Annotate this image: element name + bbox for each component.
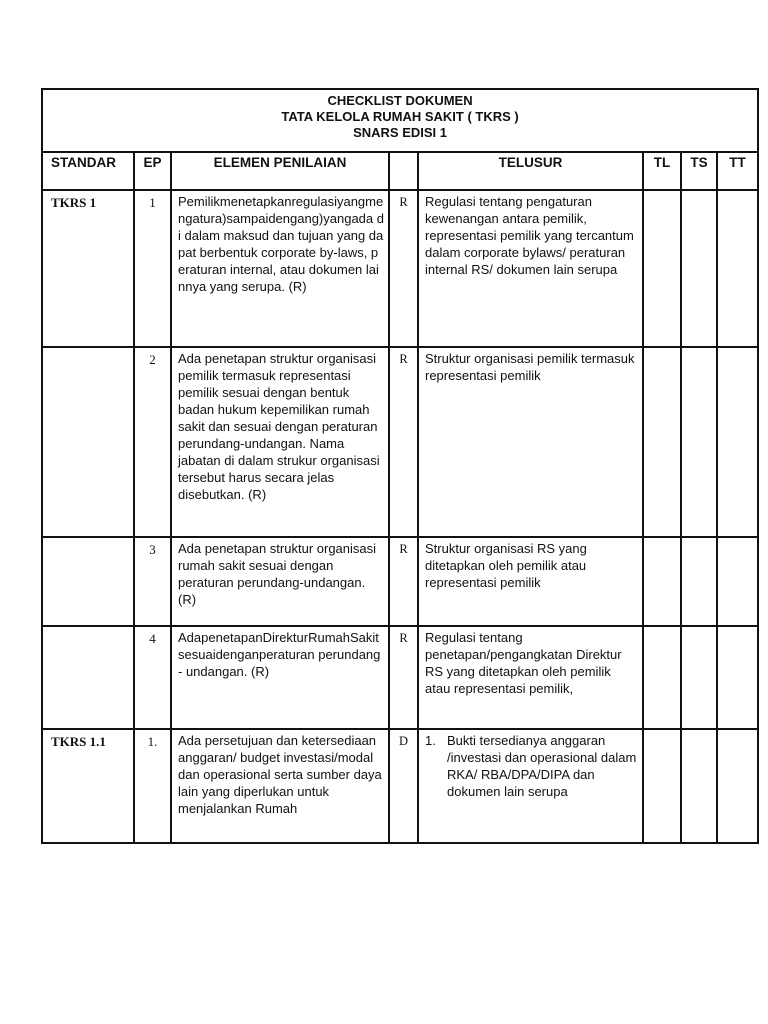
tt-checkbox-cell[interactable] bbox=[717, 190, 758, 347]
table-row bbox=[42, 626, 758, 729]
telusur-cell: Regulasi tentang penetapan/pengangkatan Direktur RS yang ditetapkan oleh pemilik atau representasi pemilik, bbox=[418, 626, 643, 729]
table-row bbox=[42, 729, 758, 843]
telusur-item-number: 1. bbox=[425, 733, 436, 748]
standar-cell bbox=[42, 626, 134, 729]
document-title bbox=[42, 89, 758, 152]
elemen-cell: Ada penetapan struktur organisasi pemilik termasuk representasi pemilik sesuai dengan bentuk badan hukum kepemilikan rumah sakit dan sesuai dengan peraturan perundang-undangan. Nama jabatan di dalam strukur organisasi tersebut harus secara jelas disebutkan. (R) bbox=[171, 347, 389, 537]
table-row bbox=[42, 347, 758, 537]
title-line-1: CHECKLIST DOKUMEN bbox=[327, 93, 473, 108]
telusur-cell bbox=[418, 729, 643, 843]
standar-cell bbox=[42, 347, 134, 537]
header-row bbox=[42, 152, 758, 190]
title-line-3: SNARS EDISI 1 bbox=[353, 125, 447, 140]
tt-checkbox-cell[interactable] bbox=[717, 729, 758, 843]
tl-checkbox-cell[interactable] bbox=[643, 537, 681, 626]
elemen-cell: Pemilikmenetapkanregulasiyangmengatura)sampaidengang)yangada di dalam maksud dan tujuan yang dapat berbentuk corporate by-laws, peraturan internal, atau dokumen lainnya yang serupa. (R) bbox=[171, 190, 389, 347]
ts-checkbox-cell[interactable] bbox=[681, 347, 717, 537]
ts-checkbox-cell[interactable] bbox=[681, 729, 717, 843]
tt-checkbox-cell[interactable] bbox=[717, 537, 758, 626]
elemen-cell: Ada persetujuan dan ketersediaan anggaran/ budget investasi/modal dan operasional serta sumber daya lain yang diperlukan untuk menjalankan Rumah bbox=[171, 729, 389, 843]
column-header-standar: STANDAR bbox=[42, 152, 134, 190]
standar-cell bbox=[42, 537, 134, 626]
ep-cell: 4 bbox=[134, 626, 171, 729]
ts-checkbox-cell[interactable] bbox=[681, 626, 717, 729]
column-header-telusur: TELUSUR bbox=[418, 152, 643, 190]
table-row bbox=[42, 190, 758, 347]
column-header-tl: TL bbox=[643, 152, 681, 190]
code-cell: R bbox=[389, 626, 418, 729]
standar-cell: TKRS 1.1 bbox=[42, 729, 134, 843]
table-row bbox=[42, 537, 758, 626]
column-header-ep: EP bbox=[134, 152, 171, 190]
code-cell: R bbox=[389, 537, 418, 626]
telusur-cell: Regulasi tentang pengaturan kewenangan antara pemilik, representasi pemilik yang tercantum dalam corporate bylaws/ peraturan internal RS/ dokumen lain serupa bbox=[418, 190, 643, 347]
ep-cell: 1. bbox=[134, 729, 171, 843]
standar-cell: TKRS 1 bbox=[42, 190, 134, 347]
telusur-cell: Struktur organisasi pemilik termasuk representasi pemilik bbox=[418, 347, 643, 537]
tl-checkbox-cell[interactable] bbox=[643, 729, 681, 843]
telusur-numbered-item bbox=[425, 732, 638, 800]
tl-checkbox-cell[interactable] bbox=[643, 347, 681, 537]
title-row bbox=[42, 89, 758, 152]
elemen-cell: AdapenetapanDirekturRumahSakitsesuaidenganperaturan perundang- undangan. (R) bbox=[171, 626, 389, 729]
code-cell: R bbox=[389, 347, 418, 537]
ep-cell: 2 bbox=[134, 347, 171, 537]
code-cell: R bbox=[389, 190, 418, 347]
ep-cell: 1 bbox=[134, 190, 171, 347]
column-header-tt: TT bbox=[717, 152, 758, 190]
ep-cell: 3 bbox=[134, 537, 171, 626]
tt-checkbox-cell[interactable] bbox=[717, 347, 758, 537]
ts-checkbox-cell[interactable] bbox=[681, 190, 717, 347]
elemen-cell: Ada penetapan struktur organisasi rumah sakit sesuai dengan peraturan perundang-undangan. (R) bbox=[171, 537, 389, 626]
tl-checkbox-cell[interactable] bbox=[643, 190, 681, 347]
column-header-ts: TS bbox=[681, 152, 717, 190]
telusur-item-text: Bukti tersedianya anggaran /investasi dan operasional dalam RKA/ RBA/DPA/DIPA dan dokumen lain serupa bbox=[447, 733, 637, 799]
telusur-cell: Struktur organisasi RS yang ditetapkan oleh pemilik atau representasi pemilik bbox=[418, 537, 643, 626]
column-header-code bbox=[389, 152, 418, 190]
code-cell: D bbox=[389, 729, 418, 843]
title-line-2: TATA KELOLA RUMAH SAKIT ( TKRS ) bbox=[281, 109, 519, 124]
tt-checkbox-cell[interactable] bbox=[717, 626, 758, 729]
column-header-elemen: ELEMEN PENILAIAN bbox=[171, 152, 389, 190]
checklist-table bbox=[41, 88, 759, 844]
tl-checkbox-cell[interactable] bbox=[643, 626, 681, 729]
ts-checkbox-cell[interactable] bbox=[681, 537, 717, 626]
